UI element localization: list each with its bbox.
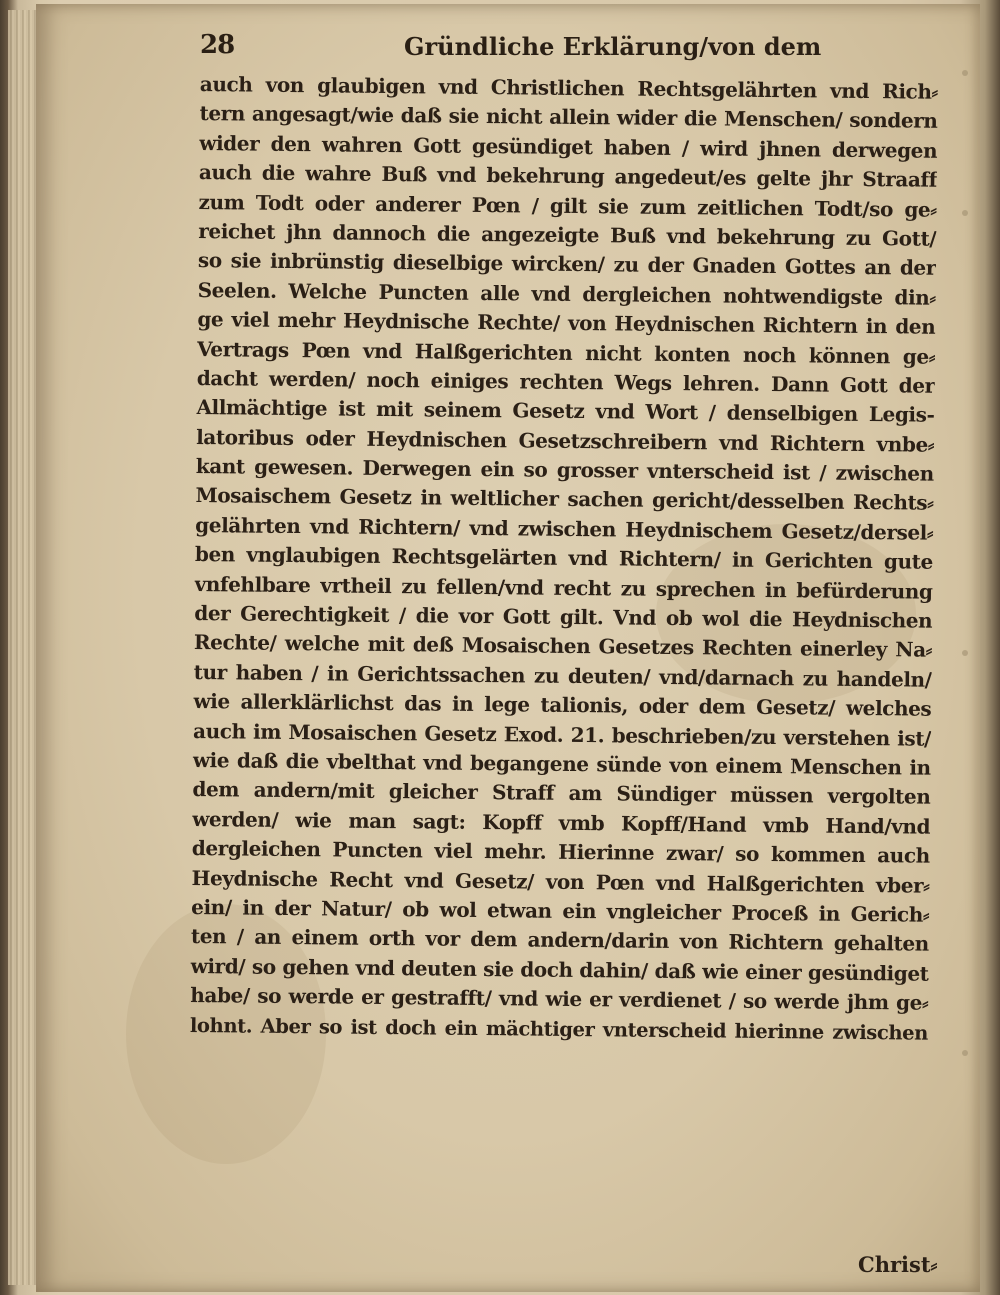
page-header xyxy=(200,30,960,64)
text-line: Allmächtige ist mit seinem Gesetz vnd Wort / denselbigen Legis- xyxy=(196,395,935,428)
body-text xyxy=(190,70,938,1048)
binding-hole xyxy=(962,70,968,76)
running-head: Gründliche Erklärung/von dem xyxy=(404,32,822,61)
text-line: vnfehlbare vrtheil zu fellen/vnd recht zu sprechen in befürderung xyxy=(194,571,933,604)
catchword: Christ⸗ xyxy=(858,1252,938,1277)
page-number: 28 xyxy=(200,30,235,60)
text-line: wie allerklärlichst das in lege talionis, oder dem Gesetz/ welches xyxy=(193,689,932,721)
text-line: dergleichen Puncten viel mehr. Hierinne zwar/ so kommen auch xyxy=(191,836,930,868)
binding-hole xyxy=(962,210,968,216)
page-edges xyxy=(8,10,38,1285)
text-line: lohnt. Aber so ist doch ein mächtiger vnterscheid hierinne zwischen xyxy=(189,1013,929,1045)
text-line: Vertrags Pœn vnd Halßgerichten nicht konten noch können ge⸗ xyxy=(196,336,936,369)
text-line: so sie inbrünstig dieselbige wircken/ zu der Gnaden Gottes an der xyxy=(197,248,937,281)
text-line: wird/ so gehen vnd deuten sie doch dahin/ daß wie einer gesündiget xyxy=(190,953,929,986)
text-line: Mosaischem Gesetz in weltlicher sachen gericht/desselben Rechts⸗ xyxy=(195,483,934,516)
text-line: tur haben / in Gerichtssachen zu deuten/ vnd/darnach zu handeln/ xyxy=(193,659,932,692)
text-line: gelährten vnd Richtern/ vnd zwischen Heydnischem Gesetz/dersel⸗ xyxy=(195,512,934,545)
text-line: ten / an einem orth vor dem andern/darin von Richtern gehalten xyxy=(190,924,930,957)
text-line: latoribus oder Heydnischen Gesetzschreibern vnd Richtern vnbe⸗ xyxy=(196,424,935,457)
text-line: der Gerechtigkeit / die vor Gott gilt. Vnd ob wol die Heydnischen xyxy=(194,601,933,633)
text-line: wie daß die vbelthat vnd begangene sünde von einem Menschen in xyxy=(192,747,931,780)
binding-hole xyxy=(962,650,968,656)
text-line: werden/ wie man sagt: Kopff vmb Kopff/Hand vmb Hand/vnd xyxy=(192,806,931,839)
text-line: reichet jhn dannoch die angezeigte Buß vnd bekehrung zu Gott/ xyxy=(198,218,937,251)
text-line: auch die wahre Buß vnd bekehrung angedeut/es gelte jhr Straaff xyxy=(198,160,938,192)
text-line: wider den wahren Gott gesündiget haben / wird jhnen derwegen xyxy=(199,130,938,163)
text-line: auch von glaubigen vnd Christlichen Rechtsgelährten vnd Rich⸗ xyxy=(199,71,938,104)
text-line: zum Todt oder anderer Pœn / gilt sie zum zeitlichen Todt/so ge⸗ xyxy=(198,189,937,222)
text-line: kant gewesen. Derwegen ein so grosser vnterscheid ist / zwischen xyxy=(195,454,934,486)
text-line: tern angesagt/wie daß sie nicht allein wider die Menschen/ sondern xyxy=(199,101,938,134)
text-line: Heydnische Recht vnd Gesetz/ von Pœn vnd Halßgerichten vber⸗ xyxy=(191,865,930,898)
text-line: Seelen. Welche Puncten alle vnd dergleichen nohtwendigste din⸗ xyxy=(197,277,936,310)
text-line: auch im Mosaischen Gesetz Exod. 21. beschrieben/zu verstehen ist/ xyxy=(192,718,932,751)
text-line: dacht werden/ noch einiges rechten Wegs lehren. Dann Gott der xyxy=(196,365,935,398)
text-line: ein/ in der Natur/ ob wol etwan ein vngleicher Proceß in Gerich⸗ xyxy=(191,894,930,927)
text-line: ben vnglaubigen Rechtsgelärten vnd Richtern/ in Gerichten gute xyxy=(194,542,934,574)
text-line: ge viel mehr Heydnische Rechte/ von Heydnischen Richtern in den xyxy=(197,307,936,339)
binding-hole xyxy=(962,1050,968,1056)
text-line: habe/ so werde er gestrafft/ vnd wie er verdienet / so werde jhm ge⸗ xyxy=(190,983,929,1015)
text-line: Rechte/ welche mit deß Mosaischen Gesetzes Rechten einerley Na⸗ xyxy=(193,630,933,663)
text-line: dem andern/mit gleicher Straff am Sündiger müssen vergolten xyxy=(192,777,931,810)
